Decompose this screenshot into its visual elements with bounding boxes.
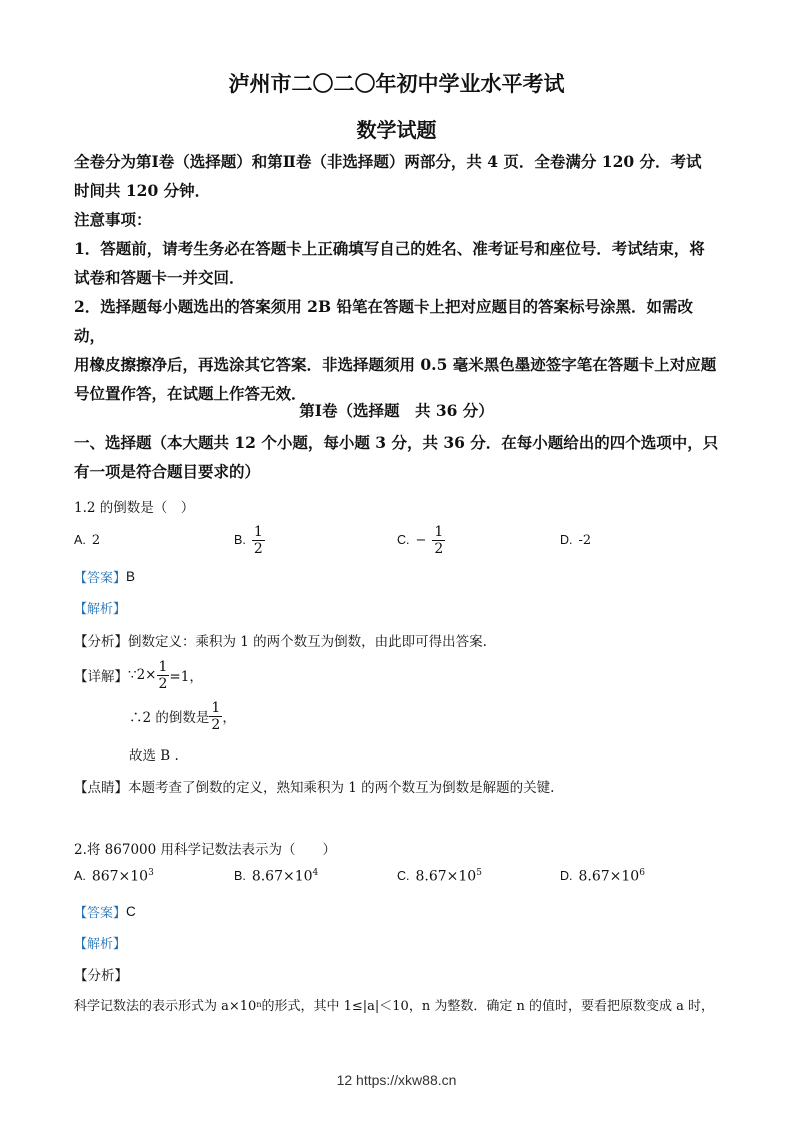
part-line-1: 一、选择题（本大题共 12 个小题，每小题 3 分，共 36 分．在每小题给出的四个选项中，只: [74, 433, 719, 452]
xiangjie-tag: 【详解】: [74, 669, 128, 685]
question-1-therefore: [129, 698, 236, 734]
fraction-numerator: 1: [434, 523, 444, 540]
notice-2-line-1: 2．选择题每小题选出的答案须用 2B 铅笔在答题卡上把对应题目的答案标号涂黑．如需改动，: [74, 297, 693, 345]
question-1-fenxi: [74, 630, 487, 650]
sci-base: 8.67×10: [415, 868, 477, 885]
question-2-option-d: [560, 868, 645, 885]
fraction: [432, 524, 445, 557]
notice-2-line-3: 号位置作答，在试题上作答无效．: [74, 384, 307, 403]
option-letter: B.: [234, 533, 246, 547]
notice-title: 注意事项：: [74, 210, 152, 229]
fraction-numerator: 1: [158, 658, 168, 675]
question-1-option-b: [234, 522, 265, 558]
dianjing-tag: 【点睛】: [74, 780, 128, 796]
sci-exponent: 4: [312, 868, 319, 878]
option-letter: A.: [74, 533, 86, 547]
page-footer: 12 https://xkw88.cn: [336, 1072, 457, 1088]
question-2-answer: [74, 902, 136, 921]
question-1-option-d: [560, 522, 591, 558]
fraction: [209, 700, 222, 733]
fraction-denominator: 2: [434, 540, 444, 557]
minus-sign: −: [415, 532, 427, 548]
part-instructions: [74, 428, 722, 486]
sci-exponent: 3: [148, 868, 154, 878]
sci-base: 867×10: [91, 868, 149, 885]
sci-exponent: 6: [639, 868, 645, 878]
question-2-option-a: [74, 868, 154, 885]
notice-1-line-1: 1．答题前，请考生务必在答题卡上正确填写自己的姓名、准考证号和座位号．考试结束，将: [74, 239, 705, 258]
question-1-option-a: [74, 522, 100, 558]
dianjing-text: 本题考查了倒数的定义，熟知乘积为 1 的两个数互为倒数是解题的关键.: [128, 780, 555, 796]
answer-value: B: [126, 569, 136, 584]
question-1-stem: 1.2 的倒数是（ ）: [74, 500, 195, 516]
option-letter: D.: [560, 869, 573, 884]
fraction-denominator: 2: [253, 540, 263, 557]
section-heading: 第Ⅰ卷（选择题 共 36 分）: [299, 401, 494, 420]
option-value: [252, 868, 318, 885]
answer-tag: 【答案】: [74, 905, 127, 920]
analysis-tag: 【解析】: [74, 936, 127, 951]
question-1-dianjing: [74, 776, 554, 796]
option-value: [416, 868, 482, 885]
option-value: 2: [91, 532, 101, 548]
fraction-denominator: 2: [211, 716, 221, 733]
question-2-fenxi-tag: 【分析】: [74, 968, 128, 984]
question-2-stem: 2.将 867000 用科学记数法表示为（ ）: [74, 842, 336, 858]
question-2-option-b: [234, 868, 318, 885]
question-1-choose: 故选 B .: [129, 748, 179, 764]
option-value: [92, 868, 154, 885]
option-value: [579, 868, 645, 885]
intro-paragraph: [74, 147, 722, 408]
notice-1-line-2: 试卷和答题卡一并交回．: [74, 268, 245, 287]
answer-tag: 【答案】: [74, 570, 127, 585]
part-line-2: 有一项是符合题目要求的）: [74, 462, 261, 481]
option-letter: C.: [397, 869, 410, 884]
notice-2-line-2: 用橡皮擦擦净后，再选涂其它答案．非选择题须用 0.5 毫米黑色墨迹签字笔在答题卡上对应题: [74, 355, 717, 374]
option-value: -2: [578, 532, 592, 548]
analysis-tag: 【解析】: [74, 601, 127, 616]
page-subtitle: 数学试题: [356, 118, 437, 142]
fraction-numerator: 1: [253, 523, 263, 540]
xiangjie-post: =1，: [169, 669, 203, 685]
page-title: 泸州市二〇二〇年初中学业水平考试: [228, 71, 565, 96]
fraction: [157, 659, 170, 692]
intro-line-2: 时间共 120 分钟．: [74, 181, 211, 200]
fraction: [252, 524, 265, 557]
therefore-post: ，: [222, 710, 236, 726]
question-2-analysis: [74, 933, 126, 952]
sci-exponent: 5: [476, 868, 482, 878]
fenxi-text-post: 的形式，其中 1≤|a|＜10，n 为整数．确定 n 的值时，要看把原数变成 a 时，: [261, 999, 714, 1014]
fenxi-text-pre: 科学记数法的表示形式为 a×10: [74, 999, 257, 1014]
option-letter: B.: [234, 869, 246, 884]
option-letter: D.: [560, 533, 573, 547]
therefore-pre: ∴2 的倒数是: [129, 710, 210, 726]
question-1-answer: [74, 567, 135, 586]
sci-base: 8.67×10: [578, 868, 640, 885]
fenxi-text: 倒数定义：乘积为 1 的两个数互为倒数，由此即可得出答案.: [128, 634, 487, 650]
option-letter: A.: [74, 869, 86, 884]
question-1-option-c: [397, 522, 445, 558]
fenxi-text-exponent: n: [256, 1000, 262, 1009]
fenxi-tag: 【分析】: [74, 634, 128, 650]
option-letter: C.: [397, 533, 410, 547]
sci-base: 8.67×10: [251, 868, 313, 885]
answer-value: C: [126, 904, 136, 919]
question-1-analysis: [74, 598, 126, 617]
question-2-fenxi-text: [74, 995, 714, 1014]
fraction-denominator: 2: [158, 675, 168, 692]
question-2-option-c: [397, 868, 482, 885]
intro-line-1: 全卷分为第Ⅰ卷（选择题）和第Ⅱ卷（非选择题）两部分，共 4 页．全卷满分 120 分．考试: [74, 152, 702, 171]
question-1-xiangjie: [74, 657, 203, 693]
fraction-numerator: 1: [211, 699, 221, 716]
xiangjie-pre: ∵2×: [128, 667, 157, 683]
